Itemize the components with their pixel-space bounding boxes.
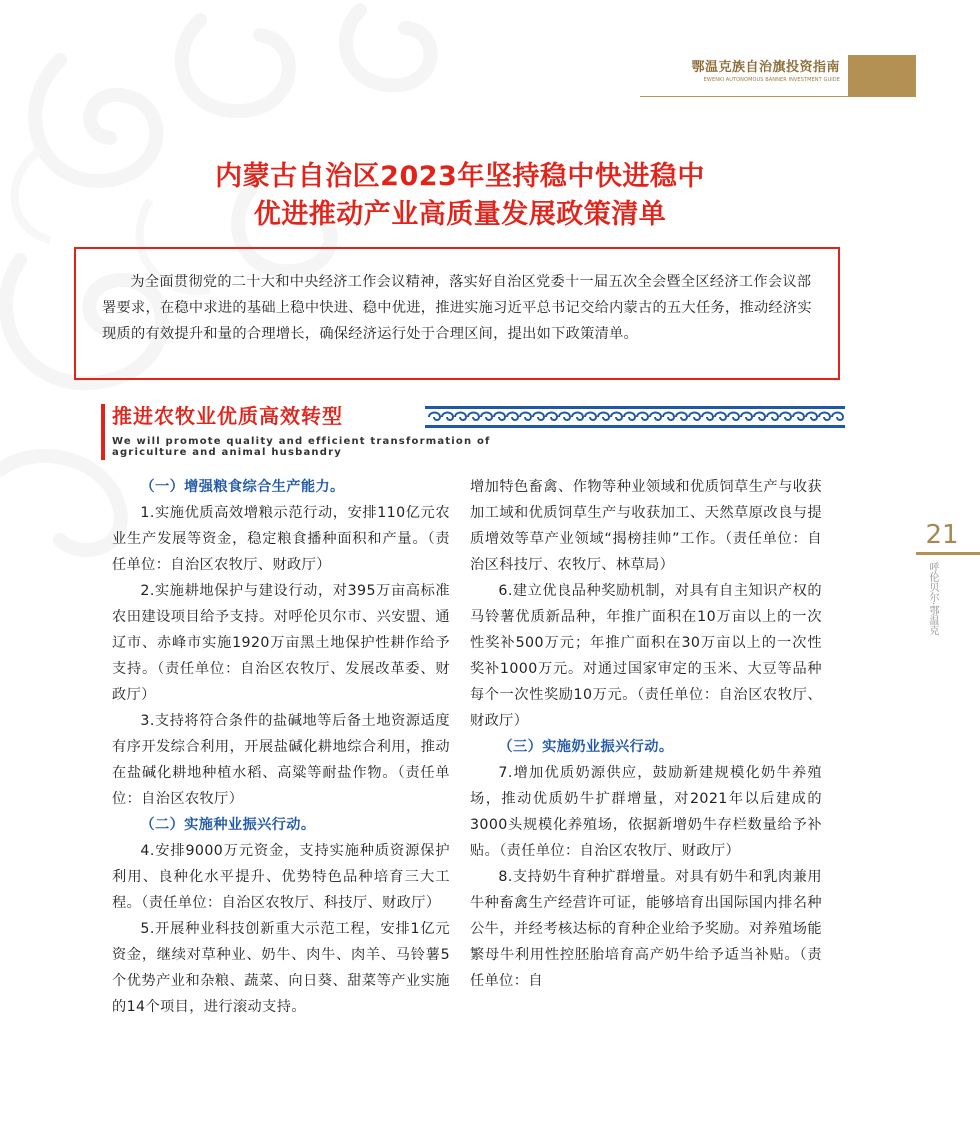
section-accent-bar [101,404,105,460]
subheading-2: （二）实施种业振兴行动。 [140,817,316,833]
wave-pattern-ornament [425,405,845,429]
paragraph-5-continued: 增加特色畜禽、作物等种业领域和优质饲草生产与收获加工域和优质饲草生产与收获加工、天然草原改良与提质增效等草产业领域“揭榜挂帅”工作。（责任单位：自治区科技厅、农牧厅、林草局） [470,479,822,573]
header-underline [640,96,848,97]
header-title-block [640,60,840,84]
right-column [470,474,822,994]
section-subtitle-en: We will promote quality and efficient transformation of agriculture and animal husbandry [112,436,491,458]
left-column [112,474,450,1020]
header-color-block [848,55,916,97]
header-title-en: EWENKI AUTONOMOUS BANNER INVESTMENT GUIDE [703,77,840,83]
paragraph-8: 8.支持奶牛育种扩群增量。对具有奶牛和乳肉兼用牛种畜禽生产经营许可证，能够培育出国际国内排名种公牛，并经考核达标的育种企业给予奖励。对养殖场能繁母牛利用性控胚胎培育高产奶牛给予适当补贴。（责任单位：自 [470,869,822,989]
header-title-cn: 鄂温克族自治旗投资指南 [691,60,840,75]
paragraph-5: 5.开展种业科技创新重大示范工程，安排1亿元资金，继续对草种业、奶牛、肉牛、肉羊、马铃薯5个优势产业和杂粮、蔬菜、向日葵、甜菜等产业实施的14个项目，进行滚动支持。 [112,921,450,1015]
title-line-2: 优进推动产业高质量发展政策清单 [253,199,667,230]
section-title: 推进农牧业优质高效转型 [112,404,343,428]
paragraph-7: 7.增加优质奶源供应，鼓励新建规模化奶牛养殖场，推动优质奶牛扩群增量，对2021年以后建成的3000头规模化养殖场，依据新增奶牛存栏数量给予补贴。（责任单位：自治区农牧厅、财政厅） [470,765,822,859]
subheading-3: （三）实施奶业振兴行动。 [498,739,674,755]
paragraph-2: 2.实施耕地保护与建设行动，对395万亩高标准农田建设项目给予支持。对呼伦贝尔市、兴安盟、通辽市、赤峰市实施1920万亩黑土地保护性耕作给予支持。（责任单位：自治区农牧厅、发展改革委、财政厅） [112,583,450,703]
document-title [100,158,820,234]
intro-box [74,247,840,380]
intro-paragraph: 为全面贯彻党的二十大和中央经济工作会议精神，落实好自治区党委十一届五次全会暨全区经济工作会议部署要求，在稳中求进的基础上稳中快进、稳中优进，推进实施习近平总书记交给内蒙古的五大任务，推动经济实现质的有效提升和量的合理增长，确保经济运行处于合理区间，提出如下政策清单。 [102,274,812,342]
paragraph-1: 1.实施优质高效增粮示范行动，安排110亿元农业生产发展等资金，稳定粮食播种面积和产量。（责任单位：自治区农牧厅、财政厅） [112,505,450,573]
title-line-1: 内蒙古自治区2023年坚持稳中快进稳中 [215,161,705,192]
subheading-1: （一）增强粮食综合生产能力。 [140,479,345,495]
paragraph-6: 6.建立优良品种奖励机制，对具有自主知识产权的马铃薯优质新品种，年推广面积在10万亩以上的一次性奖补500万元；年推广面积在30万亩以上的一次性奖补1000万元。对通过国家审定的玉米、大豆等品种每个一次性奖励10万元。（责任单位：自治区农牧厅、财政厅） [470,583,822,729]
page-number-rule [916,552,980,555]
paragraph-3: 3.支持将符合条件的盐碱地等后备土地资源适度有序开发综合利用，开展盐碱化耕地综合利用，推动在盐碱化耕地种植水稻、高粱等耐盐作物。（责任单位：自治区农牧厅） [112,713,450,807]
side-vertical-label: 呼伦贝尔·鄂温克 [927,562,938,636]
paragraph-4: 4.安排9000万元资金，支持实施种质资源保护利用、良种化水平提升、优势特色品种培育三大工程。（责任单位：自治区农牧厅、科技厅、财政厅） [112,843,450,911]
page-number: 21 [925,520,959,550]
